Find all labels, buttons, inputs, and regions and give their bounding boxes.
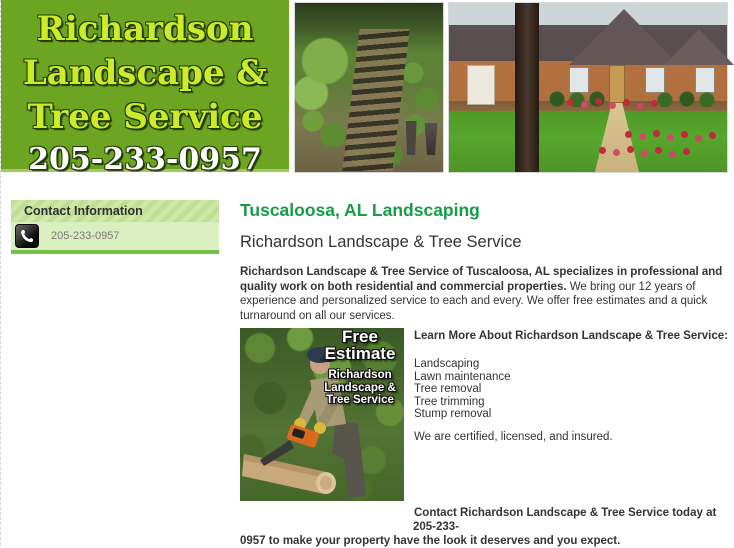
hillside-garden-photo: [294, 2, 444, 173]
closing-line: Contact Richardson Landscape & Tree Service today at 205-233-: [413, 507, 717, 534]
flowers-graphic: [599, 147, 606, 154]
contact-box-body: [11, 222, 219, 250]
main-content: [240, 200, 728, 548]
site-title-line: Richardson: [36, 9, 254, 49]
site-title-line: Landscape &: [22, 53, 268, 93]
free-estimate-label: Free Estimate: [324, 327, 396, 363]
walkway-graphic: [595, 103, 639, 172]
intro-bold-text: Richardson Landscape & Tree Service of Tuscaloosa, AL specializes in professional and quality work on both residential and commercial properties.: [240, 266, 723, 293]
flowers-graphic: [625, 131, 632, 138]
contact-phone-number: 205-233-0957: [51, 230, 120, 242]
contact-box-underline: [11, 250, 219, 254]
window-graphic: [569, 67, 589, 93]
roof-gable-graphic: [664, 29, 734, 65]
service-item: • Tree trimming: [260, 396, 728, 408]
closing-cta-paragraph: [240, 506, 728, 548]
brick-house-photo: [448, 2, 728, 173]
window-graphic: [645, 67, 665, 93]
intro-paragraph: [240, 265, 728, 323]
phone-icon: [15, 224, 39, 248]
contact-box-title: Contact Information: [11, 200, 219, 222]
page-heading: Tuscaloosa, AL Landscaping: [240, 200, 480, 220]
service-item: • Tree removal: [260, 383, 728, 395]
photo-overlay-text: [317, 329, 403, 407]
service-item: • Landscaping: [260, 358, 728, 370]
brand-banner: [1, 0, 289, 177]
garage-door-graphic: [467, 65, 495, 105]
site-title: [1, 7, 289, 139]
learn-more-heading: Learn More About Richardson Landscape & Tree Service:: [414, 330, 728, 343]
chainsaw-worker-photo: [240, 328, 404, 501]
certified-text: We are certified, licensed, and insured.: [414, 431, 613, 444]
site-title-line: Tree Service: [27, 97, 263, 137]
service-item: • Stump removal: [260, 408, 728, 420]
flowers-graphic: [567, 99, 574, 106]
intro-regular-text: We bring our 12 years of experience and personalized service to each and every. We offer free estimates and a quick turnaround on all our services.: [240, 280, 708, 322]
closing-line: 0957 to make your property have the look it deserves and you expect.: [240, 535, 621, 548]
service-item: • Lawn maintenance: [260, 371, 728, 383]
planter-graphic: [423, 123, 439, 155]
stone-steps-graphic: [342, 29, 409, 171]
business-subheading: Richardson Landscape & Tree Service: [240, 233, 522, 251]
tree-trunk-graphic: [515, 3, 539, 172]
header-phone-number: 205-233-0957: [28, 142, 262, 177]
site-header: [1, 0, 728, 177]
contact-information-box: [11, 200, 219, 254]
roof-gable-graphic: [569, 9, 679, 65]
window-graphic: [695, 67, 715, 93]
photo-caption: Richardson Landscape & Tree Service: [324, 369, 396, 407]
